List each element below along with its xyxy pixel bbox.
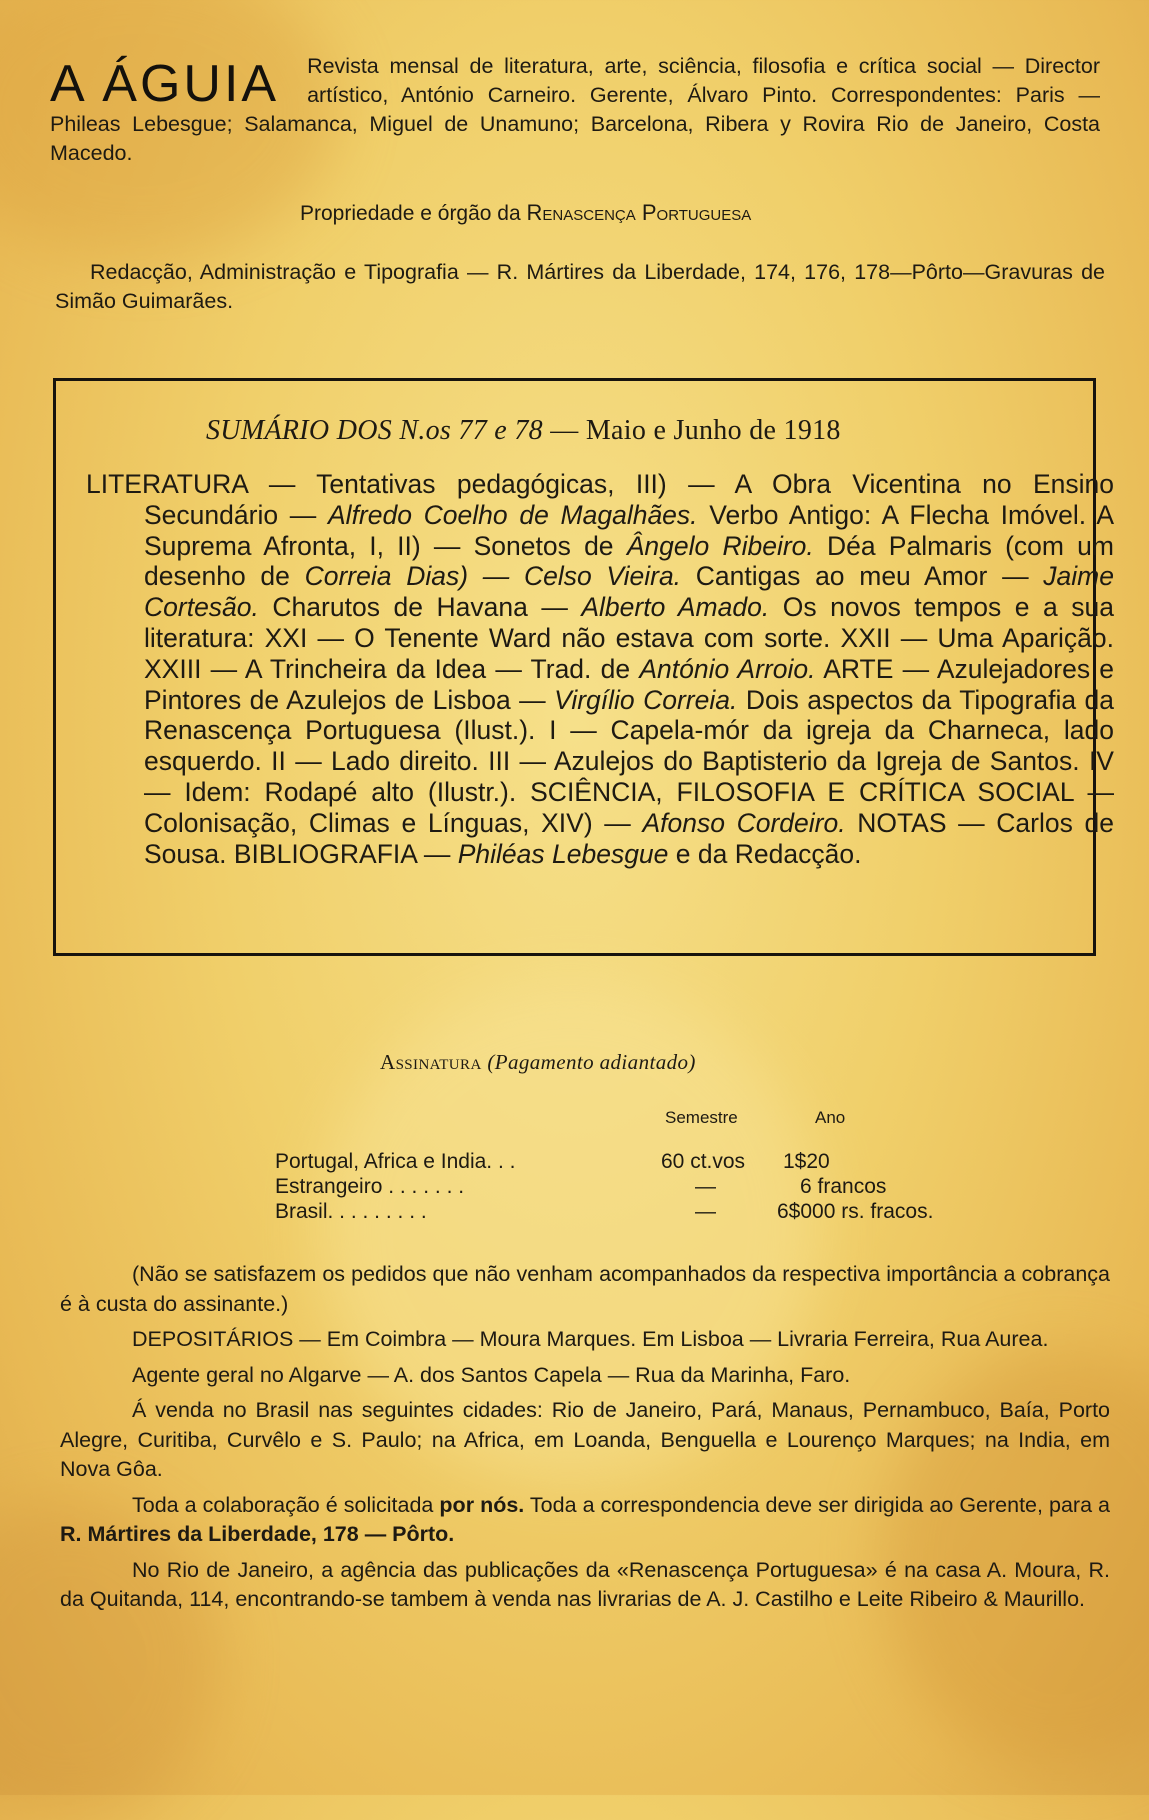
summary-part: ARTE — Azulejadores e Pintores de Azulejos de Lisboa — xyxy=(144,653,1115,715)
rate-semester: 60 ct.vos xyxy=(661,1150,746,1173)
ownership-prefix: Propriedade e órgão da xyxy=(300,202,521,225)
summary-title-date: — Maio e Junho de 1918 xyxy=(550,415,841,446)
summary-author: Philéas Lebesgue xyxy=(457,838,669,869)
rate-semester: — xyxy=(695,1200,716,1223)
magazine-title: A ÁGUIA xyxy=(50,55,280,113)
subscription-label: Assinatura xyxy=(380,1050,482,1074)
summary-part: Os novos tempos e a sua literatura: XXI — O Tenente Ward não estava com sorte. XXII — Uma Aparição. XXIII — A Trincheira da Idea — Trad. de xyxy=(144,592,1114,684)
summary-part: NOTAS — Carlos de Sousa. BIBLIOGRAFIA — xyxy=(144,807,1114,869)
ownership-name: Renascença Portuguesa xyxy=(526,200,752,225)
rate-place: Brasil. . . . . . . . . xyxy=(275,1200,427,1223)
column-header-year: Ano xyxy=(815,1108,846,1127)
subscription-note: (Pagamento adiantado) xyxy=(487,1050,696,1074)
summary-part: Cantigas ao meu Amor — xyxy=(695,561,1029,592)
summary-part: LITERATURA — Tentativas pedagógicas, III) — A Obra Vicentina no Ensino Secundário — xyxy=(86,469,1114,530)
note-text: Toda a colaboração é solicitada xyxy=(132,1492,434,1517)
summary-author: Alberto Amado. xyxy=(581,592,770,623)
rate-place: Portugal, Africa e India. . . xyxy=(275,1150,516,1173)
note-text: Toda a correspondencia deve ser dirigida ao Gerente, para a xyxy=(529,1492,1111,1517)
summary-box xyxy=(53,378,1115,956)
subscription-heading xyxy=(380,1050,696,1075)
note-bold: por nós. xyxy=(439,1492,525,1517)
summary-part: Déa Palmaris (com um desenho de xyxy=(144,530,1114,592)
summary-author: Jaime Cortesão. xyxy=(144,561,1114,623)
summary-text xyxy=(86,469,1114,869)
summary-title-issue: SUMÁRIO DOS N.os 77 e 78 xyxy=(206,415,543,446)
column-header-semester: Semestre xyxy=(665,1108,738,1127)
summary-part: e da Redacção. xyxy=(675,838,862,869)
summary-author: Afonso Cordeiro. xyxy=(642,807,846,838)
summary-author: Correia Dias) — Celso Vieira. xyxy=(304,561,682,592)
notes-section xyxy=(60,1260,1110,1615)
summary-author: Ângelo Ribeiro. xyxy=(626,530,814,561)
ownership-line xyxy=(300,200,751,226)
masthead xyxy=(50,52,1100,168)
summary-title xyxy=(206,415,841,447)
summary-part: Dois aspectos da Tipografia da Renascença Portuguesa (Ilust.). I — Capela-mór da igreja da Charneca, lado esquerdo. II — Lado direito. III — Azulejos do Baptisterio da Igreja de Santos. IV — Idem: Rodapé alto (Ilustr.). SCIÊNCIA, FILOSOFIA E CRÍTICA SOCIAL — Colonisação, Climas e Línguas, XIV) — xyxy=(144,684,1114,838)
note-bold-address: R. Mártires da Liberdade, 178 — Pôrto. xyxy=(60,1522,455,1546)
address-line: Redacção, Administração e Tipografia — R. Mártires da Liberdade, 174, 176, 178—Pôrto—Gravuras de Simão Guimarães. xyxy=(55,260,1105,313)
rate-year: 1$20 xyxy=(783,1150,830,1173)
rate-year: 6$000 rs. fracos. xyxy=(777,1200,934,1223)
summary-author: Alfredo Coelho de Magalhães. xyxy=(328,499,698,530)
note-orders: (Não se satisfazem os pedidos que não venham acompanhados da respectiva importância a cobrança é à custa do assinante.) xyxy=(60,1262,1110,1316)
note-correspondence xyxy=(60,1491,1110,1550)
note-rio-agency: No Rio de Janeiro, a agência das publicações da «Renascença Portuguesa» é na casa A. Moura, R. da Quitanda, 114, encontrando-se tambem à venda nas livrarias de A. J. Castilho e Leite Ribeiro & Maurillo. xyxy=(60,1557,1110,1611)
summary-author: Virgílio Correia. xyxy=(554,684,738,715)
rate-year: 6 francos xyxy=(800,1175,887,1198)
note-depositaries: DEPOSITÁRIOS — Em Coimbra — Moura Marques. Em Lisboa — Livraria Ferreira, Rua Aurea. xyxy=(132,1327,1049,1351)
note-agent: Agente geral no Algarve — A. dos Santos Capela — Rua da Marinha, Faro. xyxy=(132,1362,851,1387)
magazine-description: Revista mensal de literatura, arte, sciência, filosofia e crítica social — Director artístico, António Carneiro. Gerente, Álvaro Pinto. Correspondentes: Paris — Phileas Lebesgue; Salamanca, Miguel de Unamuno; Barcelona, Ribera y Rovira Rio de Janeiro, Costa Macedo. xyxy=(50,54,1100,165)
summary-author: António Arroio. xyxy=(639,653,816,684)
rate-semester: — xyxy=(695,1175,716,1198)
note-sales: Á venda no Brasil nas seguintes cidades: Rio de Janeiro, Pará, Manaus, Pernambuco, Baía, Porto Alegre, Curitiba, Curvêlo e S. Paulo; na Africa, em Loanda, Benguella e Lourenço Marques; na India, em Nova Gôa. xyxy=(60,1398,1110,1481)
summary-part: Charutos de Havana — xyxy=(272,592,568,623)
rate-place: Estrangeiro . . . . . . . xyxy=(275,1175,465,1198)
summary-part: Verbo Antigo: A Flecha Imóvel. A Suprema Afronta, I, II) — Sonetos de xyxy=(144,499,1114,561)
